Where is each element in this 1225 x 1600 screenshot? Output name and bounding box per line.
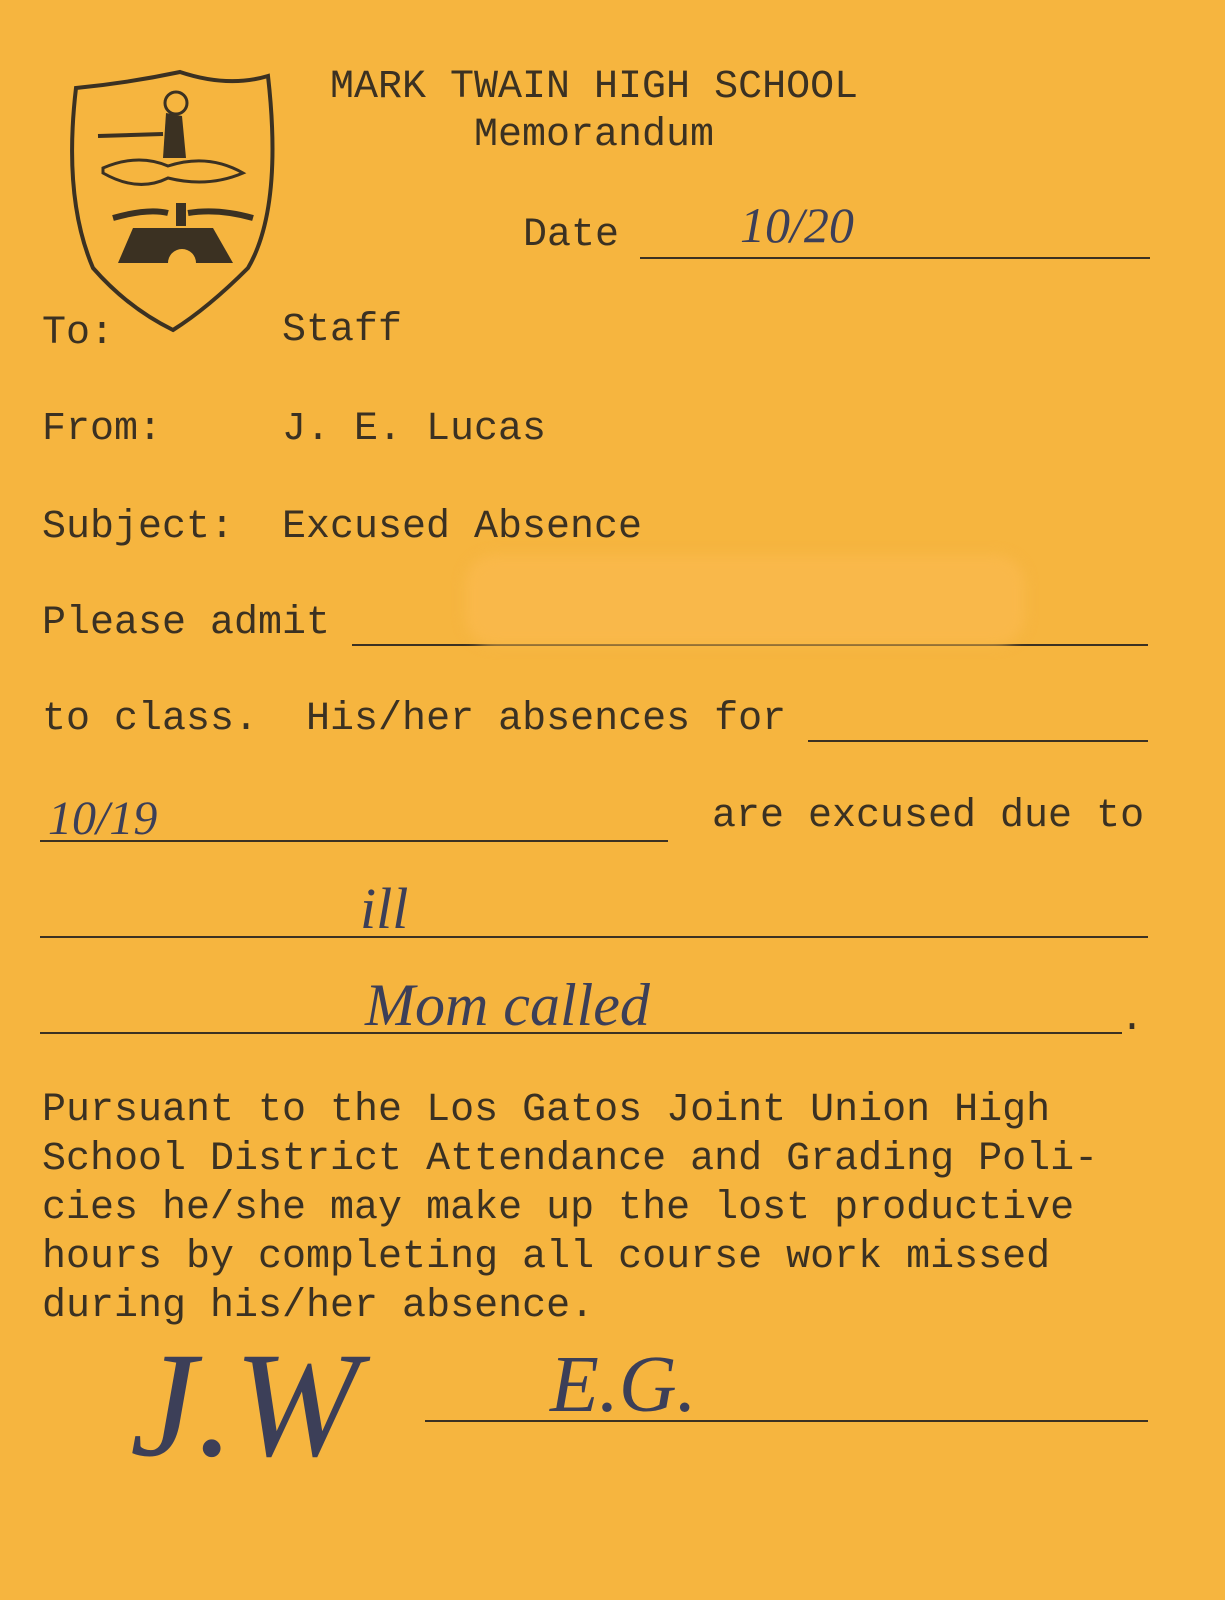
policy-line: cies he/she may make up the lost productive <box>42 1186 1075 1231</box>
date-line <box>640 257 1150 259</box>
signature-initials-right: E.G. <box>550 1341 697 1429</box>
school-crest-logo <box>68 68 283 338</box>
reason-line-2: Mom called <box>365 972 650 1038</box>
policy-line: School District Attendance and Grading Poli- <box>42 1137 1099 1182</box>
to-label: To: <box>42 311 115 356</box>
absence-date: 10/19 <box>48 792 158 845</box>
school-name: MARK TWAIN HIGH SCHOOL <box>330 65 859 110</box>
subject-label: Subject: <box>42 505 235 550</box>
absences-line <box>808 740 1148 742</box>
to-class-text: to class. His/her absences for <box>42 697 787 742</box>
policy-line: Pursuant to the Los Gatos Joint Union High <box>42 1088 1051 1133</box>
policy-line: during his/her absence. <box>42 1284 595 1329</box>
to-value: Staff <box>282 308 403 353</box>
from-label: From: <box>42 407 163 452</box>
signature-initials-left: J.W <box>130 1322 360 1488</box>
please-admit-label: Please admit <box>42 601 331 646</box>
reason-line-1-rule <box>40 936 1148 938</box>
redacted-student-name <box>465 555 1025 645</box>
date-value: 10/20 <box>740 197 854 253</box>
from-value: J. E. Lucas <box>282 407 547 452</box>
date-label: Date <box>523 213 620 258</box>
policy-line: hours by completing all course work missed <box>42 1235 1051 1280</box>
reason-line-1: ill <box>360 876 409 941</box>
period: . <box>1120 997 1145 1042</box>
absence-date-line <box>40 840 668 842</box>
reason-line-2-rule <box>40 1032 1122 1034</box>
excused-due-to-text: are excused due to <box>712 794 1145 839</box>
subject-value: Excused Absence <box>282 505 643 550</box>
signature-line <box>425 1420 1148 1422</box>
policy-paragraph <box>42 1086 1098 1331</box>
document-type: Memorandum <box>474 113 715 158</box>
